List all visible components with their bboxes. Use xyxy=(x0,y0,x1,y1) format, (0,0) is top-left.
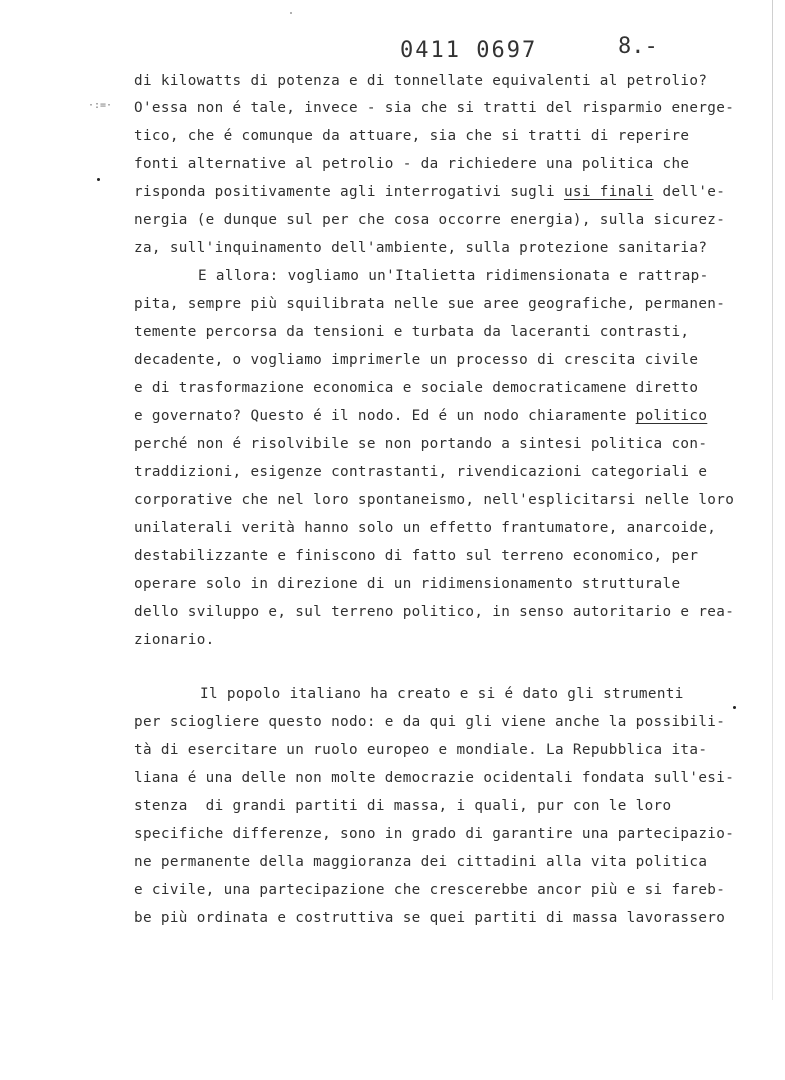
text-line: perché non é risolvibile se non portando a sintesi politica con- xyxy=(134,436,708,452)
text-line: decadente, o vogliamo imprimerle un processo di crescita civile xyxy=(134,352,699,368)
scan-speck xyxy=(97,178,100,181)
text-line: fonti alternative al petrolio - da richiedere una politica che xyxy=(134,156,690,172)
page-number: 8.- xyxy=(618,34,658,59)
text-line: stenza di grandi partiti di massa, i quali, pur con le loro xyxy=(134,798,672,814)
underlined-text: politico xyxy=(635,408,708,424)
page-edge-shadow xyxy=(772,0,773,1000)
text-line: di kilowatts di potenza e di tonnellate equivalenti al petrolio? xyxy=(134,73,708,89)
text-line: dello sviluppo e, sul terreno politico, in senso autoritario e rea- xyxy=(134,604,735,620)
text-segment: dell'e- xyxy=(653,184,726,200)
text-line: unilaterali verità hanno solo un effetto frantumatore, anarcoide, xyxy=(134,520,717,536)
text-segment: risponda positivamente agli interrogativi sugli xyxy=(134,184,564,200)
text-line: tà di esercitare un ruolo europeo e mondiale. La Repubblica ita- xyxy=(134,742,708,758)
text-line: be più ordinata e costruttiva se quei partiti di massa lavorassero xyxy=(134,910,726,926)
underlined-text: usi finali xyxy=(563,184,654,200)
text-line: pita, sempre più squilibrata nelle sue aree geografiche, permanen- xyxy=(134,296,726,312)
text-line: e civile, una partecipazione che crescerebbe ancor più e si fareb- xyxy=(134,882,726,898)
text-line: e di trasformazione economica e sociale democraticamene diretto xyxy=(134,380,699,396)
margin-mark: ·:=· xyxy=(88,100,113,111)
text-line: liana é una delle non molte democrazie ocidentali fondata sull'esi- xyxy=(134,770,735,786)
text-line: operare solo in direzione di un ridimensionamento strutturale xyxy=(134,576,681,592)
text-line xyxy=(134,184,725,200)
text-line: corporative che nel loro spontaneismo, nell'esplicitarsi nelle loro xyxy=(134,492,735,508)
text-line: za, sull'inquinamento dell'ambiente, sulla protezione sanitaria? xyxy=(134,240,708,256)
text-line xyxy=(134,408,707,424)
text-line: traddizioni, esigenze contrastanti, rivendicazioni categoriali e xyxy=(134,464,708,480)
scan-speck xyxy=(290,12,292,14)
document-code: 0411 0697 xyxy=(400,38,538,63)
text-line: temente percorsa da tensioni e turbata da laceranti contrasti, xyxy=(134,324,690,340)
text-line: destabilizzante e finiscono di fatto sul terreno economico, per xyxy=(134,548,699,564)
text-line: tico, che é comunque da attuare, sia che si tratti di reperire xyxy=(134,128,690,144)
text-line: per sciogliere questo nodo: e da qui gli viene anche la possibili- xyxy=(134,714,726,730)
scan-speck xyxy=(733,706,736,709)
text-line: zionario. xyxy=(134,632,215,648)
text-line: nergia (e dunque sul per che cosa occorre energia), sulla sicurez- xyxy=(134,212,726,228)
text-line: O'essa non é tale, invece - sia che si tratti del risparmio energe- xyxy=(134,100,735,116)
text-segment: e governato? Questo é il nodo. Ed é un nodo chiaramente xyxy=(134,408,636,424)
text-line: Il popolo italiano ha creato e si é dato gli strumenti xyxy=(200,686,684,702)
text-line: specifiche differenze, sono in grado di garantire una partecipazio- xyxy=(134,826,735,842)
text-line: ne permanente della maggioranza dei cittadini alla vita politica xyxy=(134,854,708,870)
text-line: E allora: vogliamo un'Italietta ridimensionata e rattrap- xyxy=(198,268,709,284)
